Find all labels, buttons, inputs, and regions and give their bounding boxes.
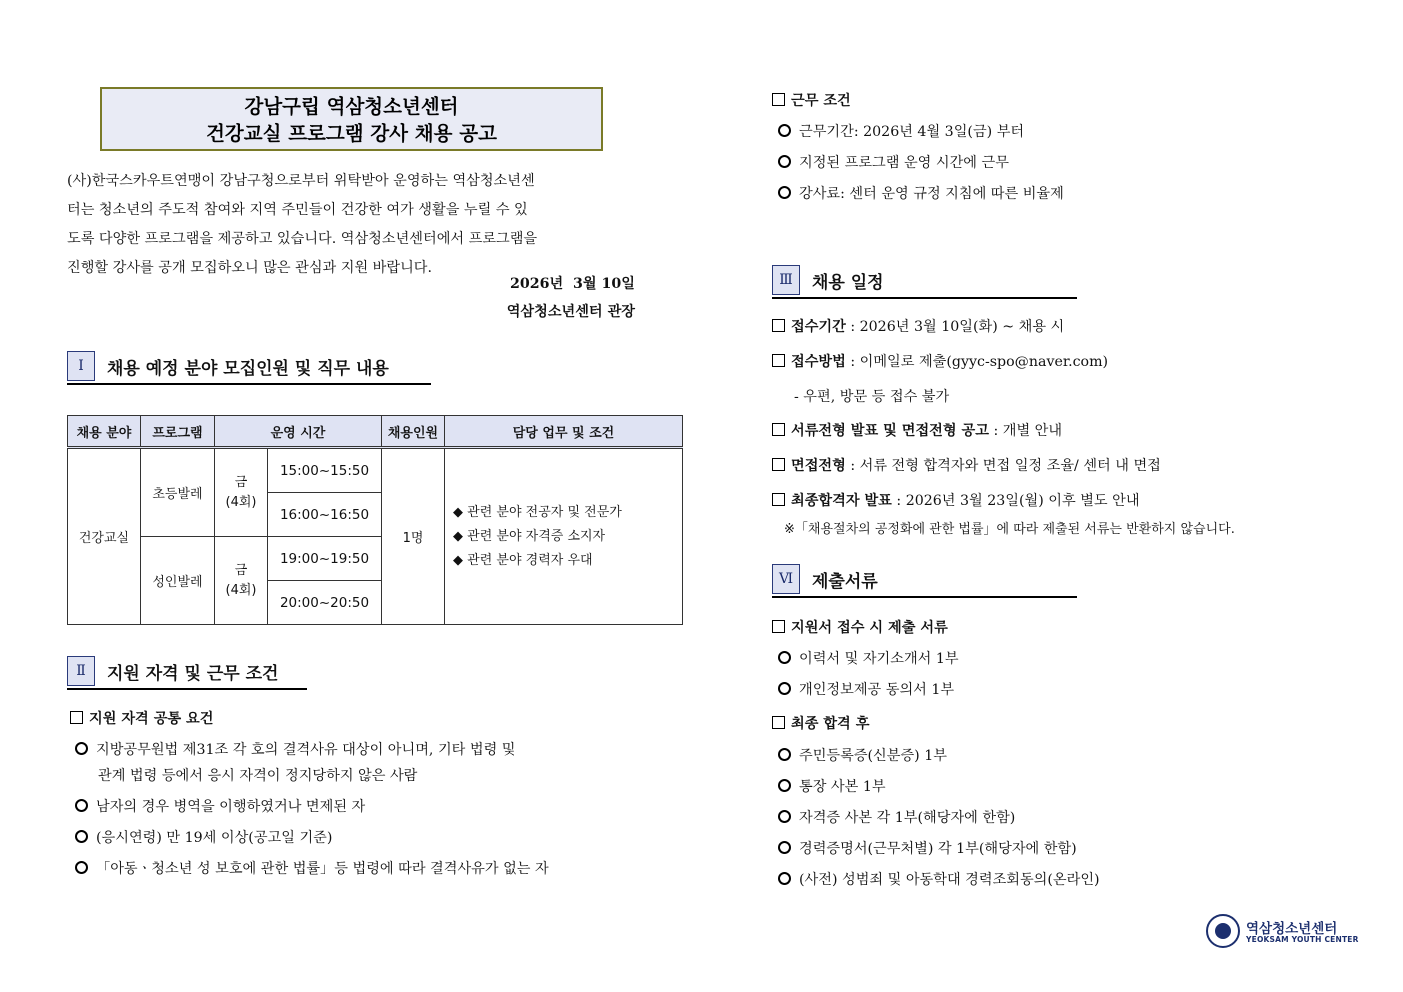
circle-bullet-icon [75,742,88,755]
doc-item: 주민등록증(신분증) 1부 [778,745,947,765]
doc-item: (사전) 성범죄 및 아동학대 경력조회동의(온라인) [778,869,1100,889]
session-count: (4회) [225,494,257,510]
section-title: 채용 예정 분야 모집인원 및 직무 내용 [107,359,389,379]
title-line-2: 건강교실 프로그램 강사 채용 공고 [206,122,497,145]
checkbox-square-icon [772,620,785,633]
circle-bullet-icon [778,748,791,761]
circle-bullet-icon [75,799,88,812]
duty-cell [445,448,683,625]
field-cell: 건강교실 [68,448,141,625]
qual-item: 남자의 경우 병역을 이행하였거나 면제된 자 [75,796,365,816]
diamond-bullet-icon: ◆ [453,504,468,520]
work-heading: 근무 조건 [772,90,851,110]
circle-bullet-icon [778,779,791,792]
intro-line: 터는 청소년의 주도적 참여와 지역 주민들이 건강한 여가 생활을 누릴 수 있 [67,202,528,218]
time-cell: 20:00~20:50 [268,581,382,625]
duty-item: ◆ 관련 분야 전공자 및 전문가 [453,504,622,520]
program-cell: 초등발레 [141,448,215,537]
col-header: 채용인원 [382,416,445,448]
circle-bullet-icon [778,682,791,695]
checkbox-square-icon [772,493,785,506]
schedule-footnote: ※「채용절차의 공정화에 관한 법률」에 따라 제출된 서류는 반환하지 않습니다. [784,522,1235,537]
col-header: 프로그램 [141,416,215,448]
day-label: 금 [234,562,248,578]
schedule-item: 면접전형 : 서류 전형 합격자와 면접 일정 조율/ 센터 내 면접 [772,455,1161,475]
session-count: (4회) [225,582,257,598]
section-title: 지원 자격 및 근무 조건 [107,664,279,684]
section-number: Ⅰ [67,351,95,381]
work-item: 강사료: 센터 운영 규정 지침에 따른 비율제 [778,183,1064,203]
duty-item: ◆ 관련 분야 자격증 소지자 [453,528,606,544]
time-cell: 15:00~15:50 [268,448,382,493]
apply-docs-heading: 지원서 접수 시 제출 서류 [772,617,948,637]
circle-bullet-icon [75,861,88,874]
col-header: 채용 분야 [68,416,141,448]
doc-item: 경력증명서(근무처별) 각 1부(해당자에 한함) [778,838,1077,858]
section-3-header [772,265,1077,299]
checkbox-square-icon [772,93,785,106]
circle-bullet-icon [778,810,791,823]
center-emblem-icon [1206,914,1240,948]
section-4-header [772,564,1077,598]
col-header: 운영 시간 [215,416,382,448]
section-number: Ⅱ [67,656,95,686]
checkbox-square-icon [772,319,785,332]
title-line-1: 강남구립 역삼청소년센터 [244,95,459,118]
checkbox-square-icon [772,716,785,729]
circle-bullet-icon [778,872,791,885]
circle-bullet-icon [778,651,791,664]
schedule-item: 최종합격자 발표 : 2026년 3월 23일(월) 이후 별도 안내 [772,490,1140,510]
day-cell [215,448,268,537]
qual-heading: 지원 자격 공통 요건 [70,708,213,728]
section-2-header [67,656,307,690]
intro-line: 도록 다양한 프로그램을 제공하고 있습니다. 역삼청소년센터에서 프로그램을 [67,231,538,247]
work-item: 근무기간: 2026년 4월 3일(금) 부터 [778,121,1024,141]
section-1-header [67,351,431,385]
circle-bullet-icon [778,186,791,199]
program-cell: 성인발레 [141,537,215,625]
doc-item: 자격증 사본 각 1부(해당자에 한함) [778,807,1015,827]
checkbox-square-icon [772,423,785,436]
checkbox-square-icon [772,354,785,367]
qual-item: 「아동ㆍ청소년 성 보호에 관한 법률」등 법령에 따라 결격사유가 없는 자 [75,858,549,878]
day-label: 금 [234,474,248,490]
doc-item: 개인정보제공 동의서 1부 [778,679,954,699]
section-number: Ⅵ [772,564,800,594]
center-logo [1206,914,1359,950]
doc-item: 통장 사본 1부 [778,776,886,796]
schedule-item: 접수방법 : 이메일로 제출(gyyc-spo@naver.com) [772,351,1108,371]
table-header-row [68,416,683,448]
doc-item: 이력서 및 자기소개서 1부 [778,648,959,668]
intro-line: (사)한국스카우트연맹이 강남구청으로부터 위탁받아 운영하는 역삼청소년센 [67,173,535,189]
headcount-cell: 1명 [382,448,445,625]
schedule-item: 서류전형 발표 및 면접전형 공고 : 개별 안내 [772,420,1062,440]
section-title: 채용 일정 [812,273,884,293]
announcement-date: 2026년 3월 10일 [509,276,635,292]
job-table [67,415,683,625]
checkbox-square-icon [772,458,785,471]
schedule-sub-note: - 우편, 방문 등 접수 불가 [794,389,950,405]
circle-bullet-icon [778,155,791,168]
section-title: 제출서류 [812,572,878,592]
table-row [68,448,683,493]
circle-bullet-icon [778,841,791,854]
work-item: 지정된 프로그램 운영 시간에 근무 [778,152,1009,172]
intro-paragraph [67,167,635,283]
section-number: Ⅲ [772,265,800,295]
checkbox-square-icon [70,711,83,724]
qual-item-continued: 관계 법령 등에서 응시 자격이 정지당하지 않은 사람 [98,768,418,784]
logo-english-name: YEOKSAM YOUTH CENTER [1246,935,1359,944]
circle-bullet-icon [75,830,88,843]
intro-line: 진행할 강사를 공개 모집하오니 많은 관심과 지원 바랍니다. [67,260,433,276]
diamond-bullet-icon: ◆ [453,528,468,544]
diamond-bullet-icon: ◆ [453,552,468,568]
schedule-item: 접수기간 : 2026년 3월 10일(화) ~ 채용 시 [772,316,1064,336]
time-cell: 19:00~19:50 [268,537,382,581]
signature: 역삼청소년센터 관장 [506,304,635,320]
logo-name: 역삼청소년센터 [1246,921,1338,937]
qual-item: (응시연령) 만 19세 이상(공고일 기준) [75,827,332,847]
circle-bullet-icon [778,124,791,137]
qual-item: 지방공무원법 제31조 각 호의 결격사유 대상이 아니며, 기타 법령 및 [75,739,516,759]
time-cell: 16:00~16:50 [268,493,382,537]
announcement-title-box [100,87,603,151]
col-header: 담당 업무 및 조건 [445,416,683,448]
final-docs-heading: 최종 합격 후 [772,713,869,733]
duty-item: ◆ 관련 분야 경력자 우대 [453,552,593,568]
day-cell [215,537,268,625]
